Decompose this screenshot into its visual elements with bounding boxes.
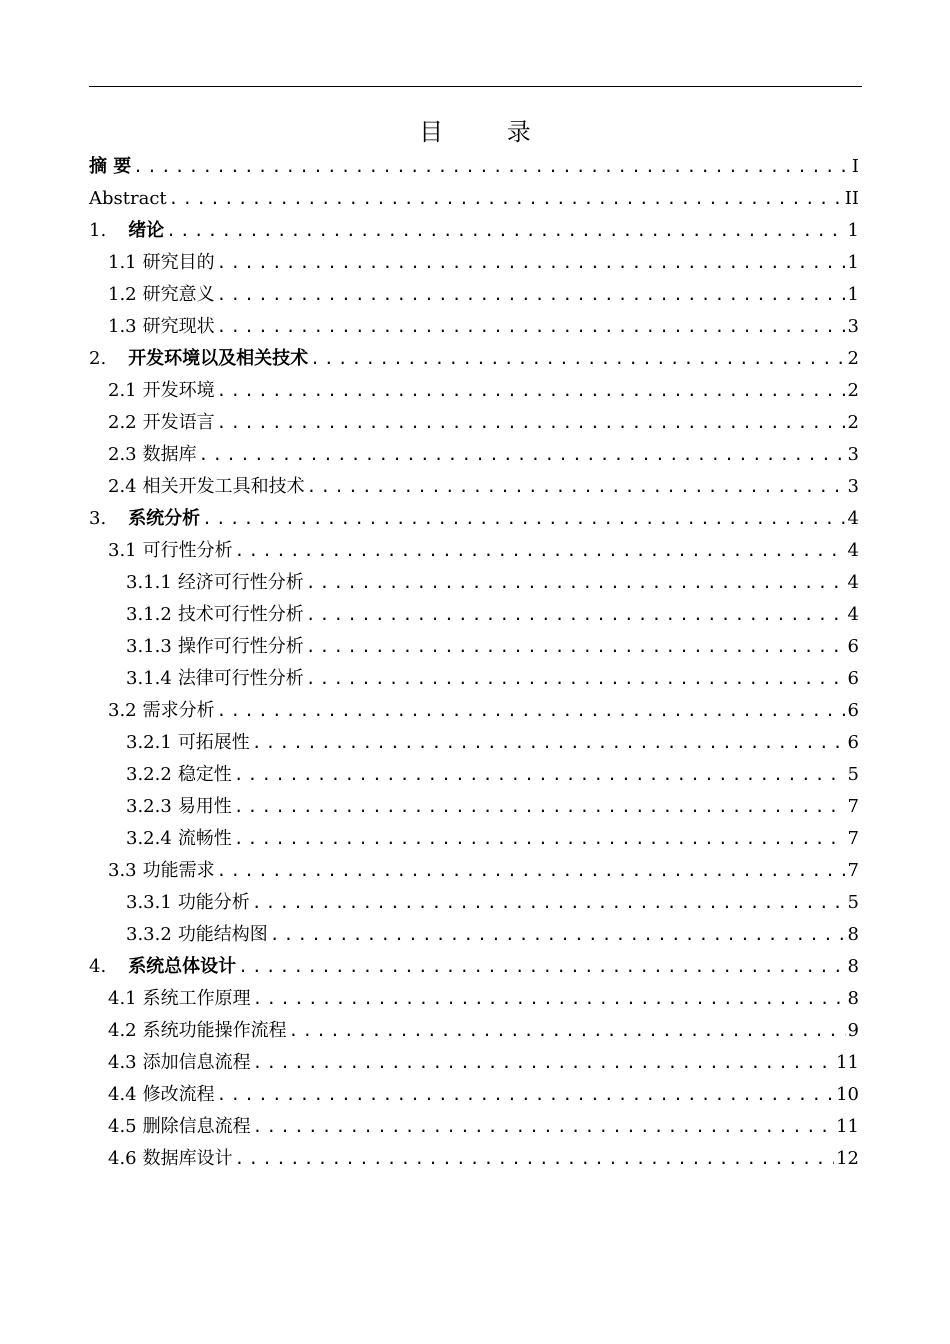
toc-entry-title: 开发语言 <box>142 412 215 433</box>
toc-entry-page: 5 <box>847 764 859 785</box>
dot-leader <box>217 1079 834 1111</box>
toc-entry[interactable] <box>89 215 859 247</box>
dot-leader <box>289 1015 846 1047</box>
toc-entry-number: 3.2.4 <box>126 828 172 849</box>
toc-entry-page: 3 <box>847 316 859 337</box>
toc-entry-title: 摘 要 <box>89 156 132 177</box>
toc-entry-number: 2.4 <box>108 476 137 497</box>
toc-entry-title: 系统功能操作流程 <box>142 1020 287 1041</box>
toc-entry-number: 3.1.4 <box>126 668 172 689</box>
dot-leader <box>306 567 846 599</box>
toc-entry[interactable] <box>89 471 859 503</box>
toc-entry-page: 1 <box>847 284 859 305</box>
toc-entry[interactable] <box>89 759 859 791</box>
toc-entry-page: 4 <box>847 508 859 529</box>
toc-entry-page: 7 <box>847 860 859 881</box>
dot-leader <box>217 375 846 407</box>
toc-entry-number: 4.2 <box>108 1020 137 1041</box>
toc-entry-page: 4 <box>847 572 859 593</box>
toc-entry-page: 4 <box>847 604 859 625</box>
toc-entry[interactable] <box>89 407 859 439</box>
toc-entry[interactable] <box>89 343 859 375</box>
toc-entry-page: 11 <box>836 1052 859 1073</box>
toc-entry-title: 绪论 <box>128 220 165 241</box>
dot-leader <box>306 631 846 663</box>
toc-entry-number: 2. <box>89 348 107 369</box>
toc-entry-number: 1.2 <box>108 284 137 305</box>
toc-entry-title: 系统总体设计 <box>128 956 237 977</box>
toc-entry-title: 系统分析 <box>128 508 201 529</box>
dot-leader <box>234 759 846 791</box>
toc-entry[interactable] <box>89 375 859 407</box>
toc-entry-title: 需求分析 <box>142 700 215 721</box>
toc-entry-page: 12 <box>836 1148 859 1169</box>
toc-entry-page: 7 <box>847 796 859 817</box>
dot-leader <box>253 1111 834 1143</box>
toc-entry-page: 2 <box>847 380 859 401</box>
toc-entry[interactable] <box>89 567 859 599</box>
toc-entry[interactable] <box>89 919 859 951</box>
toc-entry-title: 数据库 <box>142 444 197 465</box>
dot-leader <box>253 983 846 1015</box>
toc-entry-title: 开发环境 <box>142 380 215 401</box>
toc-entry-title: 研究目的 <box>142 252 215 273</box>
toc-entry-title: 研究现状 <box>142 316 215 337</box>
toc-entry-number: 4.1 <box>108 988 137 1009</box>
toc-entry-title: 经济可行性分析 <box>177 572 304 593</box>
dot-leader <box>307 471 846 503</box>
toc-entry-page: 4 <box>847 540 859 561</box>
toc-entry-title: 功能分析 <box>177 892 250 913</box>
toc-entry-page: 1 <box>847 252 859 273</box>
toc-entry-title: 法律可行性分析 <box>177 668 304 689</box>
dot-leader <box>199 439 846 471</box>
dot-leader <box>238 951 845 983</box>
toc-entry-title: 功能结构图 <box>177 924 268 945</box>
toc-entry-page: 7 <box>847 828 859 849</box>
toc-entry-page: 6 <box>847 700 859 721</box>
toc-entry-number: 3.3 <box>108 860 137 881</box>
toc-entry-page: 8 <box>847 956 859 977</box>
dot-leader <box>270 919 846 951</box>
toc-entry[interactable] <box>89 183 859 215</box>
dot-leader <box>166 215 845 247</box>
toc-entry-page: 11 <box>836 1116 859 1137</box>
toc-entry-number: 3.3.2 <box>126 924 172 945</box>
toc-entry-page: 9 <box>847 1020 859 1041</box>
toc-entry[interactable] <box>89 983 859 1015</box>
toc-entry-title: 可拓展性 <box>177 732 250 753</box>
toc-entry-number: 3.1.3 <box>126 636 172 657</box>
dot-leader <box>217 279 846 311</box>
toc-entry-title: 系统工作原理 <box>142 988 251 1009</box>
toc-entry-title: 开发环境以及相关技术 <box>128 348 309 369</box>
toc-entry-number: 4.6 <box>108 1148 137 1169</box>
toc-entry-page: 1 <box>847 220 859 241</box>
dot-leader <box>310 343 845 375</box>
toc-entry-page: 8 <box>847 924 859 945</box>
toc-entry-title: 易用性 <box>177 796 232 817</box>
dot-leader <box>235 1143 834 1175</box>
toc-entry[interactable] <box>89 151 859 183</box>
toc-entry-title: 流畅性 <box>177 828 232 849</box>
toc-entry[interactable] <box>89 951 859 983</box>
toc-entry[interactable] <box>89 599 859 631</box>
toc-entry[interactable] <box>89 791 859 823</box>
header-rule <box>89 86 862 87</box>
toc-entry[interactable] <box>89 279 859 311</box>
toc-entry-title: 稳定性 <box>177 764 232 785</box>
toc-entry-number: 4.4 <box>108 1084 137 1105</box>
toc-entry[interactable] <box>89 1079 859 1111</box>
toc-entry-title: 数据库设计 <box>142 1148 233 1169</box>
toc-entry-number: 3. <box>89 508 107 529</box>
toc-entry[interactable] <box>89 823 859 855</box>
dot-leader <box>217 407 846 439</box>
toc-entry-page: 5 <box>847 892 859 913</box>
toc-entry-number: 2.3 <box>108 444 137 465</box>
toc-entry-number: 3.2 <box>108 700 137 721</box>
toc-entry[interactable] <box>89 1143 859 1175</box>
toc-entry[interactable] <box>89 727 859 759</box>
table-of-contents <box>89 151 859 1175</box>
toc-entry-page: 10 <box>836 1084 859 1105</box>
toc-entry[interactable] <box>89 663 859 695</box>
toc-entry[interactable] <box>89 1111 859 1143</box>
toc-entry-page: 6 <box>847 732 859 753</box>
toc-entry-title: 相关开发工具和技术 <box>142 476 305 497</box>
toc-entry-page: 6 <box>847 636 859 657</box>
toc-entry[interactable] <box>89 887 859 919</box>
toc-entry-page: 2 <box>847 348 859 369</box>
dot-leader <box>306 663 846 695</box>
toc-entry-page: II <box>844 188 859 209</box>
toc-entry-title: 修改流程 <box>142 1084 215 1105</box>
dot-leader <box>252 887 846 919</box>
dot-leader <box>234 823 846 855</box>
toc-entry[interactable] <box>89 855 859 887</box>
dot-leader <box>217 247 846 279</box>
toc-entry-number: 3.3.1 <box>126 892 172 913</box>
toc-entry-title: 功能需求 <box>142 860 215 881</box>
dot-leader <box>234 791 846 823</box>
dot-leader <box>217 695 846 727</box>
toc-entry[interactable] <box>89 311 859 343</box>
toc-entry-title: 研究意义 <box>142 284 215 305</box>
toc-entry[interactable] <box>89 247 859 279</box>
dot-leader <box>217 311 846 343</box>
toc-entry[interactable] <box>89 439 859 471</box>
dot-leader <box>306 599 846 631</box>
toc-entry-number: 1.3 <box>108 316 137 337</box>
toc-entry-title: 删除信息流程 <box>142 1116 251 1137</box>
toc-entry-number: 3.2.1 <box>126 732 172 753</box>
toc-entry-title: 可行性分析 <box>142 540 233 561</box>
dot-leader <box>169 183 843 215</box>
toc-entry-page: 8 <box>847 988 859 1009</box>
dot-leader <box>235 535 846 567</box>
toc-entry-number: 3.2.3 <box>126 796 172 817</box>
toc-title: 目 录 <box>419 118 559 146</box>
toc-entry-page: 3 <box>847 444 859 465</box>
toc-entry-number: 3.1.2 <box>126 604 172 625</box>
toc-entry-title: 添加信息流程 <box>142 1052 251 1073</box>
toc-entry-number: 4.5 <box>108 1116 137 1137</box>
toc-entry-number: 4.3 <box>108 1052 137 1073</box>
toc-entry-title: 技术可行性分析 <box>177 604 304 625</box>
toc-entry-title: Abstract <box>89 188 167 209</box>
toc-entry-number: 3.1.1 <box>126 572 172 593</box>
toc-entry[interactable] <box>89 1047 859 1079</box>
toc-entry-number: 2.1 <box>108 380 137 401</box>
dot-leader <box>252 727 846 759</box>
toc-entry-number: 1.1 <box>108 252 137 273</box>
toc-entry-number: 1. <box>89 220 107 241</box>
toc-entry-number: 4. <box>89 956 107 977</box>
toc-entry[interactable] <box>89 695 859 727</box>
toc-entry-number: 3.2.2 <box>126 764 172 785</box>
dot-leader <box>217 855 846 887</box>
toc-entry[interactable] <box>89 1015 859 1047</box>
toc-entry-page: 6 <box>847 668 859 689</box>
toc-entry[interactable] <box>89 503 859 535</box>
toc-entry-title: 操作可行性分析 <box>177 636 304 657</box>
toc-entry[interactable] <box>89 535 859 567</box>
toc-entry-page: I <box>851 156 859 177</box>
toc-entry-number: 3.1 <box>108 540 137 561</box>
dot-leader <box>202 503 845 535</box>
toc-entry[interactable] <box>89 631 859 663</box>
dot-leader <box>253 1047 834 1079</box>
toc-entry-number: 2.2 <box>108 412 137 433</box>
toc-entry-page: 3 <box>847 476 859 497</box>
dot-leader <box>133 151 850 183</box>
toc-entry-page: 2 <box>847 412 859 433</box>
